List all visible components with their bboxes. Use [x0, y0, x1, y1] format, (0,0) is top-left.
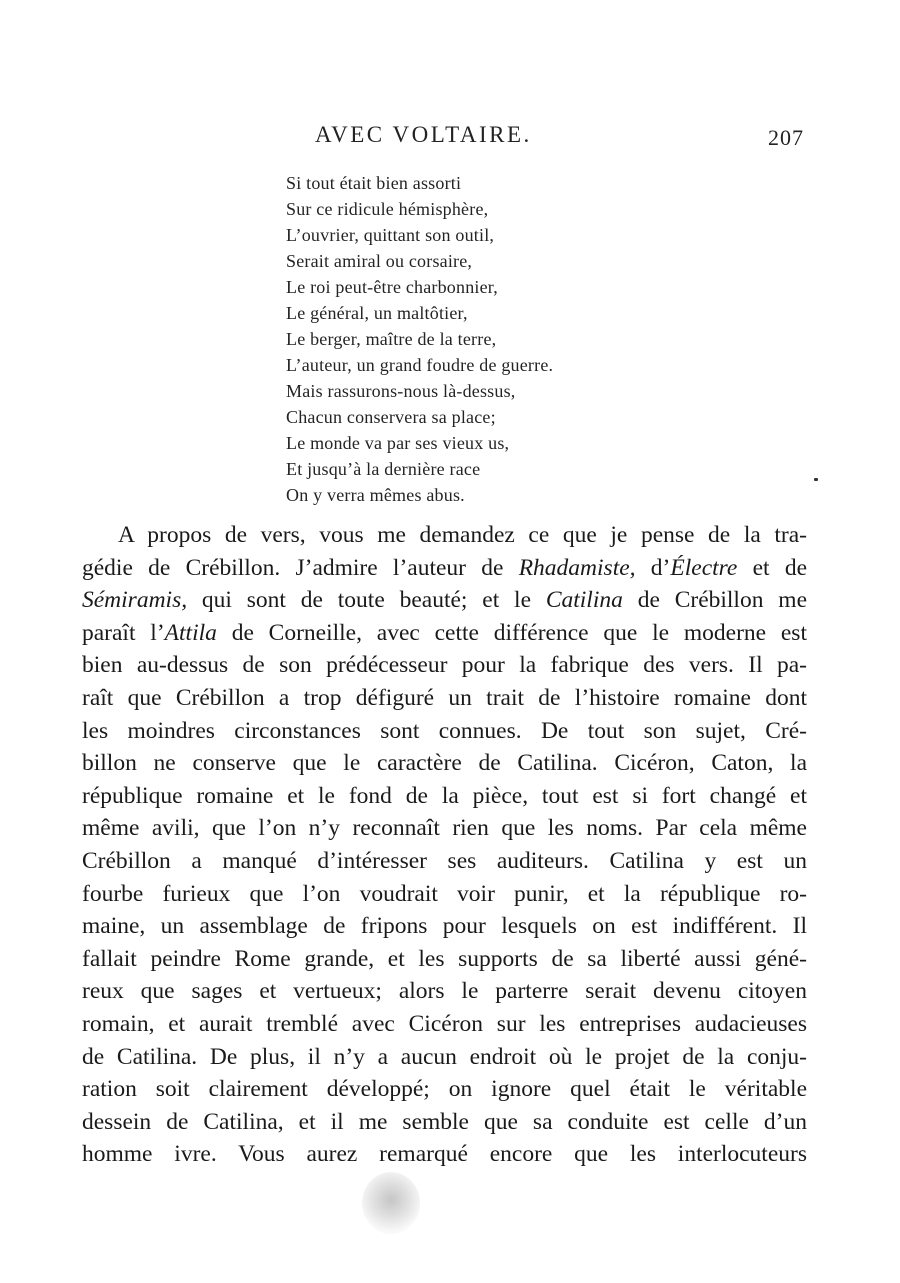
prose-text: gédie de Crébillon. J’admire l’auteur de [82, 554, 519, 581]
prose-line: dessein de Catilina, et il me semble que sa conduite est celle d’un [82, 1108, 807, 1135]
prose-line: raît que Crébillon a trop défiguré un trait de l’histoire romaine dont [82, 684, 807, 711]
verse-line: Et jusqu’à la dernière race [286, 459, 481, 479]
prose-line: fourbe furieux que l’on voudrait voir punir, et la république ro- [82, 880, 807, 907]
print-speck [814, 478, 818, 481]
prose-text: d’ [635, 554, 671, 581]
verse-line: Sur ce ridicule hémisphère, [286, 199, 489, 219]
work-title-electre: Électre [670, 554, 738, 581]
work-title-rhadamiste: Rhadamiste, [518, 554, 636, 581]
prose-line: reux que sages et vertueux; alors le parterre serait devenu citoyen [82, 978, 807, 1005]
verse-line: Le monde va par ses vieux us, [286, 433, 510, 453]
verse-line: L’ouvrier, quittant son outil, [286, 225, 495, 245]
prose-line: A propos de vers, vous me demandez ce que je pense de la tra- [118, 522, 807, 548]
prose-line [82, 584, 807, 617]
prose-line: romain, et aurait tremblé avec Cicéron sur les entreprises audacieuses [82, 1010, 807, 1037]
prose-line [82, 552, 807, 585]
running-title: AVEC VOLTAIRE. [315, 122, 532, 147]
verse-line: L’auteur, un grand foudre de guerre. [286, 355, 554, 375]
prose-line: Crébillon a manqué d’intéresser ses auditeurs. Catilina y est un [82, 847, 807, 874]
running-header [0, 122, 900, 152]
prose-text: de Corneille, avec cette différence que le moderne est [216, 619, 807, 646]
verse-line: Mais rassurons-nous là-dessus, [286, 381, 516, 401]
prose-line: maine, un assemblage de fripons pour lesquels on est indifférent. Il [82, 913, 807, 940]
work-title-semiramis: Sémiramis, [82, 587, 188, 614]
prose-line: homme ivre. Vous aurez remarqué encore que les interlocuteurs [82, 1141, 807, 1168]
prose-line: billon ne conserve que le caractère de Catilina. Cicéron, Caton, la [82, 750, 807, 777]
work-title-catilina: Catilina [545, 587, 623, 614]
prose-text: de Crébillon me [622, 587, 807, 614]
prose-text: qui sont de toute beauté; et le [187, 587, 546, 614]
prose-line: les moindres circonstances sont connues. De tout son sujet, Cré- [82, 717, 807, 744]
prose-text: paraît l’ [82, 619, 165, 646]
verse-line: On y verra mêmes abus. [286, 485, 465, 505]
prose-line: bien au-dessus de son prédécesseur pour la fabrique des vers. Il pa- [82, 652, 807, 679]
verse-line: Le général, un maltôtier, [286, 303, 468, 323]
verse-line: Le berger, maître de la terre, [286, 329, 497, 349]
verse-line: Serait amiral ou corsaire, [286, 251, 473, 271]
verse-line: Si tout était bien assorti [286, 173, 462, 193]
paper-stain [362, 1172, 420, 1234]
page-number: 207 [768, 125, 804, 150]
prose-paragraph [82, 519, 807, 1171]
prose-line: ration soit clairement développé; on ignore quel était le véritable [82, 1076, 807, 1103]
verse-line: Le roi peut-être charbonnier, [286, 277, 498, 297]
prose-line [82, 617, 807, 650]
verse-line: Chacun conservera sa place; [286, 407, 496, 427]
prose-line: fallait peindre Rome grande, et les supports de sa liberté aussi géné- [82, 945, 807, 972]
prose-text: et de [737, 554, 808, 581]
prose-line: même avili, que l’on n’y reconnaît rien que les noms. Par cela même [82, 815, 807, 842]
verse-stanza [286, 170, 553, 508]
prose-line: de Catilina. De plus, il n’y a aucun endroit où le projet de la conju- [82, 1043, 807, 1070]
work-title-attila: Attila [164, 619, 217, 646]
prose-line: république romaine et le fond de la pièce, tout est si fort changé et [82, 782, 807, 809]
